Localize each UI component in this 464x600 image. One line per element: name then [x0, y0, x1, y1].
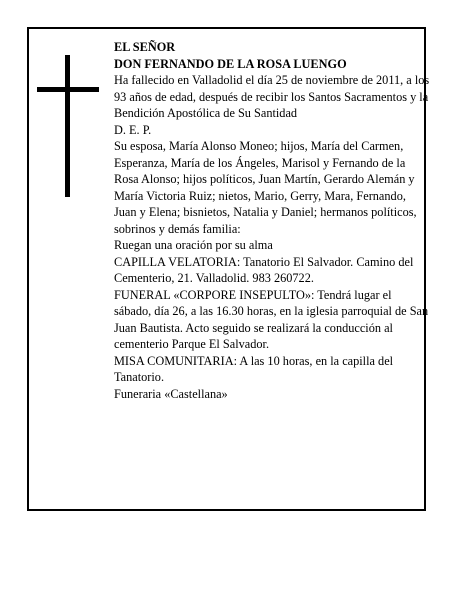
- chapel-info: CAPILLA VELATORIA: Tanatorio El Salvador. Camino del Cementerio, 21. Valladolid. 983 260722.: [114, 254, 414, 285]
- funeral-home: Funeraria «Castellana»: [114, 386, 228, 401]
- cross-horizontal-bar: [37, 87, 99, 92]
- deceased-name: DON FERNANDO DE LA ROSA LUENGO: [114, 56, 347, 71]
- dep-line: D. E. P.: [114, 122, 152, 137]
- cross-icon: [37, 55, 99, 197]
- family-list: Su esposa, María Alonso Moneo; hijos, María del Carmen, Esperanza, María de los Ángeles, Marisol y Fernando de la Rosa Alonso; hijos políticos, Juan Martín, Gerardo Alemán y María Victoria Ruiz; nietos, Mario, Gerry, Mara, Fernando, Juan y Elena; bisnietos, Natalia y Daniel; hermanos políticos, sobrinos y demás familia:: [114, 139, 417, 236]
- cross-vertical-bar: [65, 55, 70, 197]
- heading-title: EL SEÑOR: [114, 40, 176, 54]
- funeral-info: FUNERAL «CORPORE INSEPULTO»: Tendrá lugar el sábado, día 26, a las 16.30 horas, en la iglesia parroquial de San Juan Bautista. Acto seguido se realizará la conducción al cementerio Parque El Salvador.: [114, 287, 429, 351]
- prayer-request: Ruegan una oración por su alma: [114, 238, 273, 252]
- mass-info: MISA COMUNITARIA: A las 10 horas, en la capilla del Tanatorio.: [114, 353, 394, 384]
- obituary-text: [114, 39, 430, 402]
- death-notice: Ha fallecido en Valladolid el día 25 de noviembre de 2011, a los 93 años de edad, después de recibir los Santos Sacramentos y la Bendición Apostólica de Su Santidad: [114, 73, 430, 120]
